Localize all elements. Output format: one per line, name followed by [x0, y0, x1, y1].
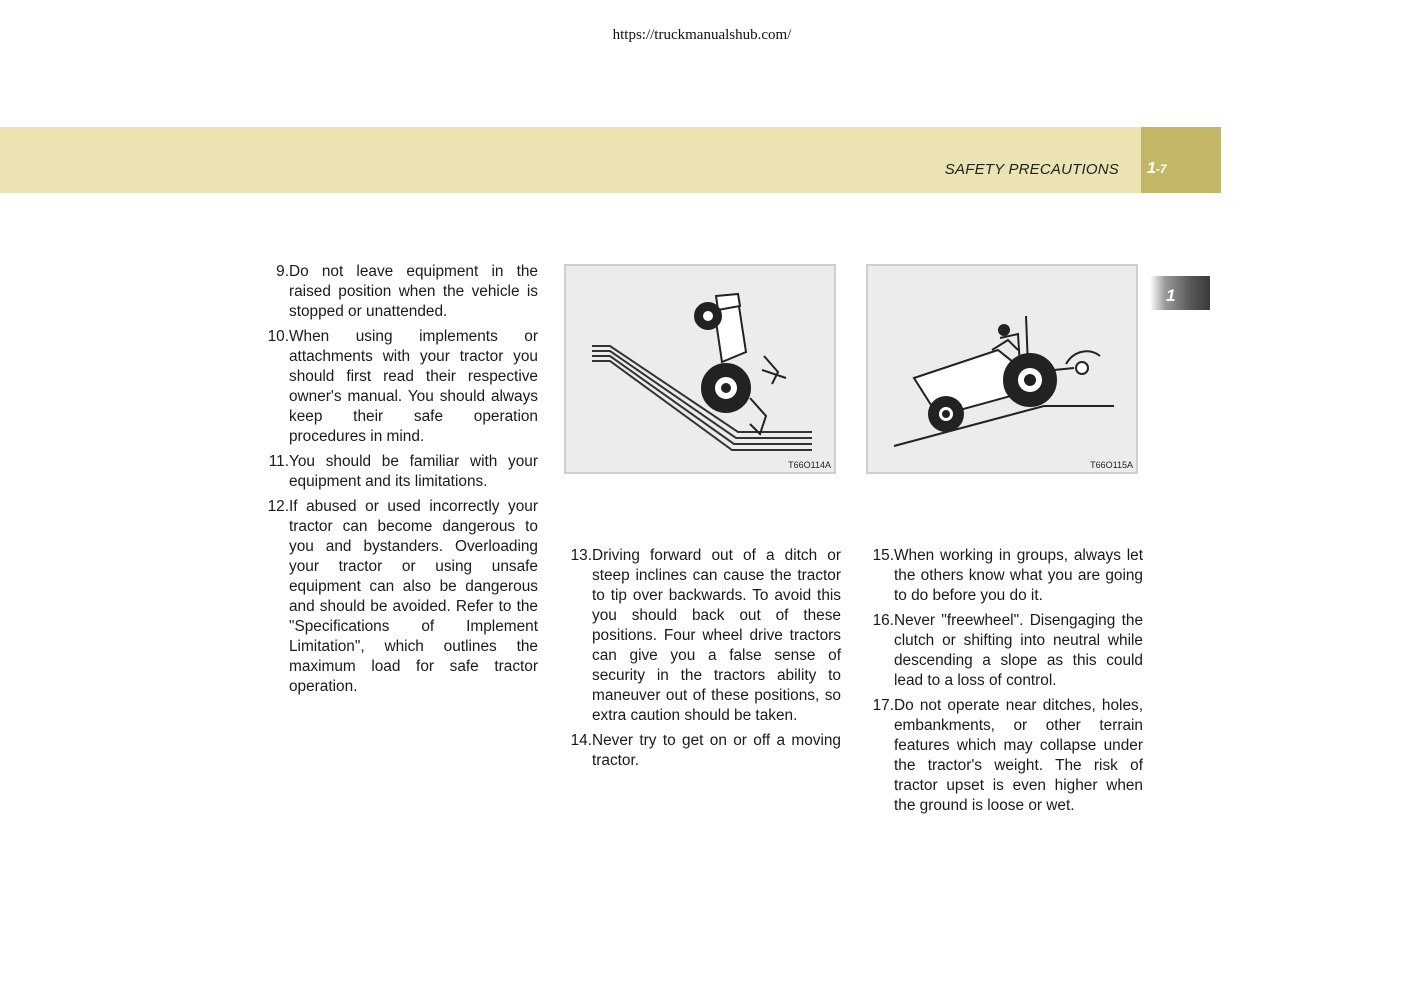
- item-number: 17.: [872, 697, 894, 714]
- figure-code: T66O114A: [788, 460, 831, 470]
- chapter-tab: [1150, 276, 1210, 310]
- list-item: [258, 497, 538, 697]
- list-item: [863, 696, 1143, 816]
- item-text: When using implements or attachments with your tractor you should first read their respective owner's manual. You should always keep their safe operation procedures in mind.: [289, 328, 538, 445]
- list-item: [863, 611, 1143, 691]
- item-number: 11.: [268, 453, 289, 470]
- column-2: [561, 546, 841, 776]
- list-item: [258, 452, 538, 492]
- list-item: [561, 731, 841, 771]
- chapter-tab-number: 1: [1166, 286, 1176, 305]
- item-number: 15.: [872, 547, 894, 564]
- source-url: https://truckmanualshub.com/: [612, 27, 792, 43]
- page-number: [1147, 160, 1167, 178]
- header-band: [0, 127, 1141, 193]
- list-item: [561, 546, 841, 726]
- item-text: If abused or used incorrectly your tractor can become dangerous to you and bystanders. Overloading your tractor or using unsafe equipment can also be dangerous and should be avoided. Refer to the "Specifications of Implement Limitation", which outlines the maximum load for safe tractor operation.: [289, 498, 538, 695]
- item-number: 16.: [872, 612, 894, 629]
- figure-tractor-tipping: [564, 264, 836, 474]
- figure-tractor-incline: [866, 264, 1138, 474]
- item-text: When working in groups, always let the others know what you are going to do before you do it.: [894, 547, 1143, 604]
- section-title: SAFETY PRECAUTIONS: [944, 161, 1119, 178]
- column-3: [863, 546, 1143, 821]
- item-text: Do not operate near ditches, holes, embankments, or other terrain features which may collapse under the tractor's weight. The risk of tractor upset is even higher when the ground is loose or wet.: [894, 697, 1143, 814]
- item-number: 10.: [267, 328, 289, 345]
- tractor-tipping-on-slope-illustration: [566, 266, 838, 476]
- item-text: Never try to get on or off a moving tractor.: [592, 732, 841, 769]
- item-text: You should be familiar with your equipment and its limitations.: [289, 453, 538, 490]
- page-sub: -7: [1155, 162, 1167, 176]
- list-item: [258, 327, 538, 447]
- item-text: Never "freewheel". Disengaging the clutch or shifting into neutral while descending a slope as this could lead to a loss of control.: [894, 612, 1143, 689]
- list-item: [258, 262, 538, 322]
- list-item: [863, 546, 1143, 606]
- figure-code: T66O115A: [1090, 460, 1133, 470]
- tractor-climbing-incline-illustration: [868, 266, 1140, 476]
- item-number: 13.: [570, 547, 592, 564]
- page-chapter: 1: [1147, 160, 1156, 177]
- item-number: 14.: [570, 732, 592, 749]
- item-text: Driving forward out of a ditch or steep inclines can cause the tractor to tip over backwards. To avoid this you should back out of these positions. Four wheel drive tractors can give you a false sense of security in the tractors ability to maneuver out of these positions, so extra caution should be taken.: [592, 547, 841, 724]
- item-number: 9.: [276, 263, 289, 280]
- item-number: 12.: [267, 498, 289, 515]
- item-text: Do not leave equipment in the raised position when the vehicle is stopped or unattended.: [289, 263, 538, 320]
- column-1: [258, 262, 538, 702]
